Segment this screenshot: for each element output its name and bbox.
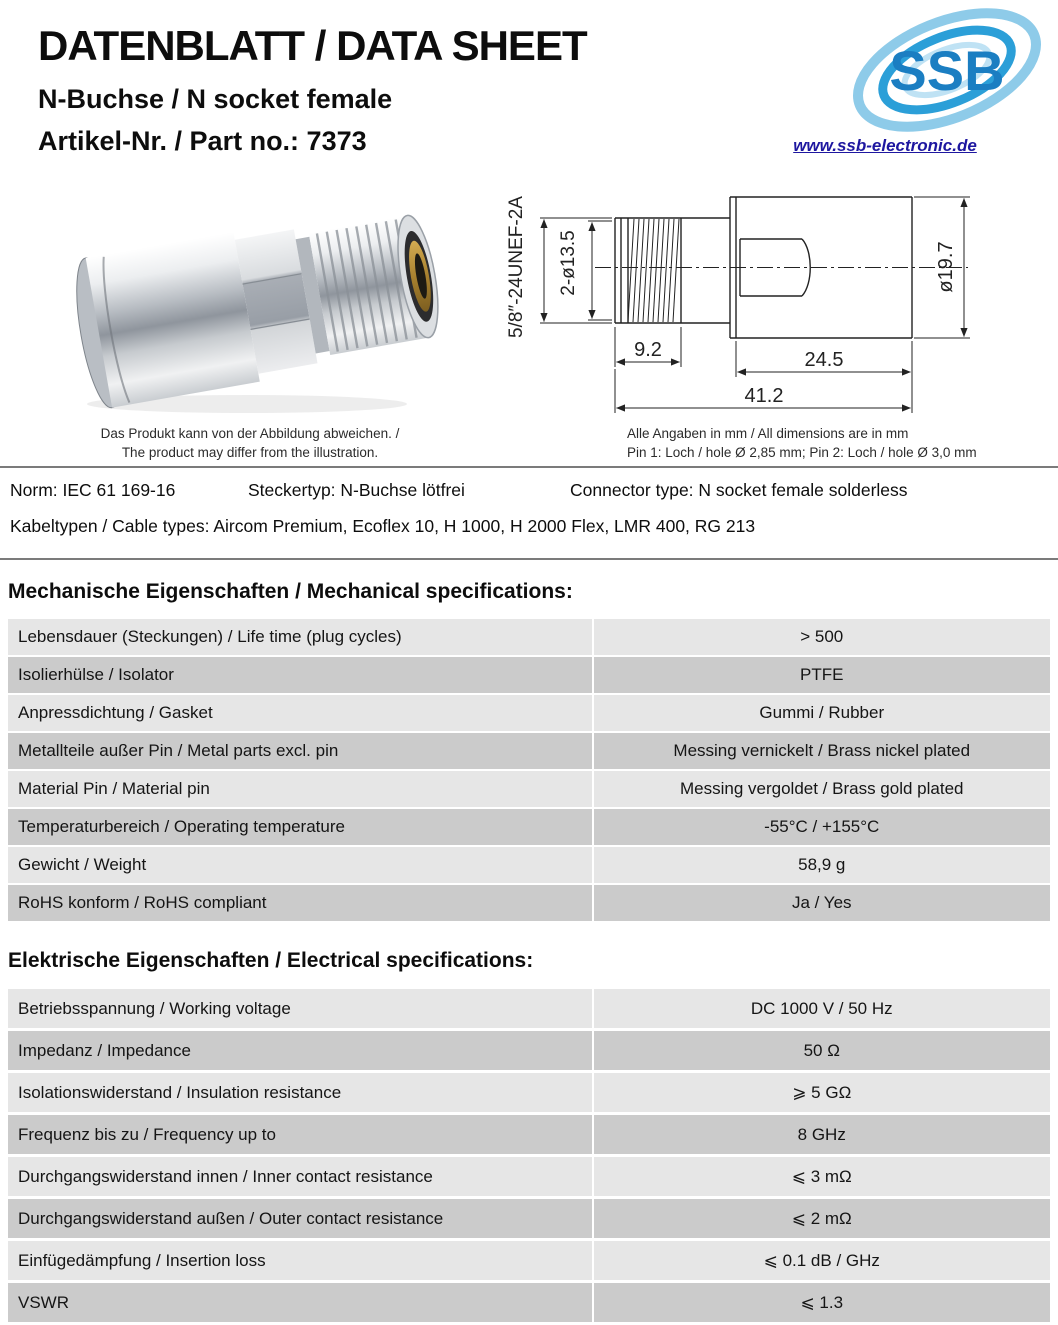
- spec-value: DC 1000 V / 50 Hz: [592, 989, 1050, 1028]
- table-row: [8, 771, 1050, 807]
- spec-value: Gummi / Rubber: [592, 695, 1050, 731]
- drawing-caption-line1: Alle Angaben in mm / All dimensions are in mm: [627, 426, 909, 441]
- spec-value: ⩽ 0.1 dB / GHz: [592, 1241, 1050, 1280]
- table-row: [8, 1283, 1050, 1322]
- spec-label: Lebensdauer (Steckungen) / Life time (plug cycles): [8, 619, 592, 655]
- spec-label: RoHS konform / RoHS compliant: [8, 885, 592, 921]
- thread-hatch: [628, 219, 679, 322]
- photo-caption-line1: Das Produkt kann von der Abbildung abweichen. /: [100, 426, 400, 441]
- table-row: [8, 1031, 1050, 1070]
- ssb-logo-icon: [842, 8, 1052, 136]
- norm-text: Norm: IEC 61 169-16: [10, 480, 176, 500]
- mechanical-section-title: Mechanische Eigenschaften / Mechanical specifications:: [8, 580, 573, 603]
- plug-type-text: Steckertyp: N-Buchse lötfrei: [248, 480, 465, 500]
- spec-label: Anpressdichtung / Gasket: [8, 695, 592, 731]
- spec-value: 50 Ω: [592, 1031, 1050, 1070]
- mechanical-spec-table: [8, 617, 1050, 923]
- cable-types-text: Kabeltypen / Cable types: Aircom Premium, Ecoflex 10, H 1000, H 2000 Flex, LMR 400, RG 213: [10, 516, 756, 536]
- table-row: [8, 847, 1050, 883]
- table-row: [8, 733, 1050, 769]
- website-link[interactable]: www.ssb-electronic.de: [793, 136, 977, 155]
- spec-label: Material Pin / Material pin: [8, 771, 592, 807]
- electrical-spec-table: [8, 986, 1050, 1325]
- table-row: [8, 1199, 1050, 1238]
- product-photo: [62, 192, 482, 422]
- spec-value: 58,9 g: [592, 847, 1050, 883]
- table-row: [8, 657, 1050, 693]
- spec-label: Einfügedämpfung / Insertion loss: [8, 1241, 592, 1280]
- spec-value: ⩽ 2 mΩ: [592, 1199, 1050, 1238]
- dim-body-dia: ø19.7: [935, 241, 957, 293]
- product-name: N-Buchse / N socket female: [38, 84, 393, 114]
- part-number: Artikel-Nr. / Part no.: 7373: [38, 126, 367, 156]
- dim-thread-spec: 5/8″-24UNEF-2A: [506, 196, 527, 338]
- drawing-caption: [627, 425, 1047, 463]
- spec-label: Impedanz / Impedance: [8, 1031, 592, 1070]
- dimension-lines: [540, 197, 970, 413]
- divider: [0, 558, 1058, 560]
- table-row: [8, 989, 1050, 1028]
- spec-value: Messing vernickelt / Brass nickel plated: [592, 733, 1050, 769]
- header-section: [0, 0, 1058, 470]
- connector-photo-body: [68, 199, 448, 411]
- spec-label: Metallteile außer Pin / Metal parts excl. pin: [8, 733, 592, 769]
- table-row: [8, 885, 1050, 921]
- spec-value: ⩾ 5 GΩ: [592, 1073, 1050, 1112]
- spec-label: Durchgangswiderstand innen / Inner contact resistance: [8, 1157, 592, 1196]
- photo-caption: [80, 425, 420, 463]
- spec-value: 8 GHz: [592, 1115, 1050, 1154]
- table-row: [8, 695, 1050, 731]
- dim-total-length: 41.2: [744, 385, 784, 407]
- spec-value: -55°C / +155°C: [592, 809, 1050, 845]
- info-bar: [0, 470, 1058, 560]
- table-row: [8, 1115, 1050, 1154]
- connector-type-text: Connector type: N socket female solderless: [570, 480, 908, 500]
- spec-label: Isolationswiderstand / Insulation resistance: [8, 1073, 592, 1112]
- divider: [0, 466, 1058, 468]
- photo-caption-line2: The product may differ from the illustration.: [121, 444, 379, 460]
- page-title: DATENBLATT / DATA SHEET: [38, 22, 587, 69]
- dim-thread-length: 9.2: [634, 339, 662, 361]
- table-row: [8, 1073, 1050, 1112]
- table-row: [8, 1157, 1050, 1196]
- table-row: [8, 619, 1050, 655]
- electrical-section-title: Elektrische Eigenschaften / Electrical specifications:: [8, 949, 534, 972]
- spec-value: ⩽ 1.3: [592, 1283, 1050, 1322]
- spec-value: PTFE: [592, 657, 1050, 693]
- dim-body-length: 24.5: [804, 349, 844, 371]
- spec-label: Frequenz bis zu / Frequency up to: [8, 1115, 592, 1154]
- spec-label: Temperaturbereich / Operating temperature: [8, 809, 592, 845]
- spec-label: Durchgangswiderstand außen / Outer contact resistance: [8, 1199, 592, 1238]
- dimension-drawing: [500, 155, 1000, 423]
- spec-label: Betriebsspannung / Working voltage: [8, 989, 592, 1028]
- ssb-logo-text: SSB: [889, 39, 1005, 102]
- table-row: [8, 1241, 1050, 1280]
- drawing-caption-line2: Pin 1: Loch / hole Ø 2,85 mm; Pin 2: Loch / hole Ø 3,0 mm: [627, 444, 977, 460]
- table-row: [8, 809, 1050, 845]
- spec-value: > 500: [592, 619, 1050, 655]
- spec-value: Ja / Yes: [592, 885, 1050, 921]
- spec-label: VSWR: [8, 1283, 592, 1322]
- spec-label: Isolierhülse / Isolator: [8, 657, 592, 693]
- spec-label: Gewicht / Weight: [8, 847, 592, 883]
- spec-value: Messing vergoldet / Brass gold plated: [592, 771, 1050, 807]
- dim-hole-dia: 2-ø13.5: [558, 230, 579, 296]
- spec-value: ⩽ 3 mΩ: [592, 1157, 1050, 1196]
